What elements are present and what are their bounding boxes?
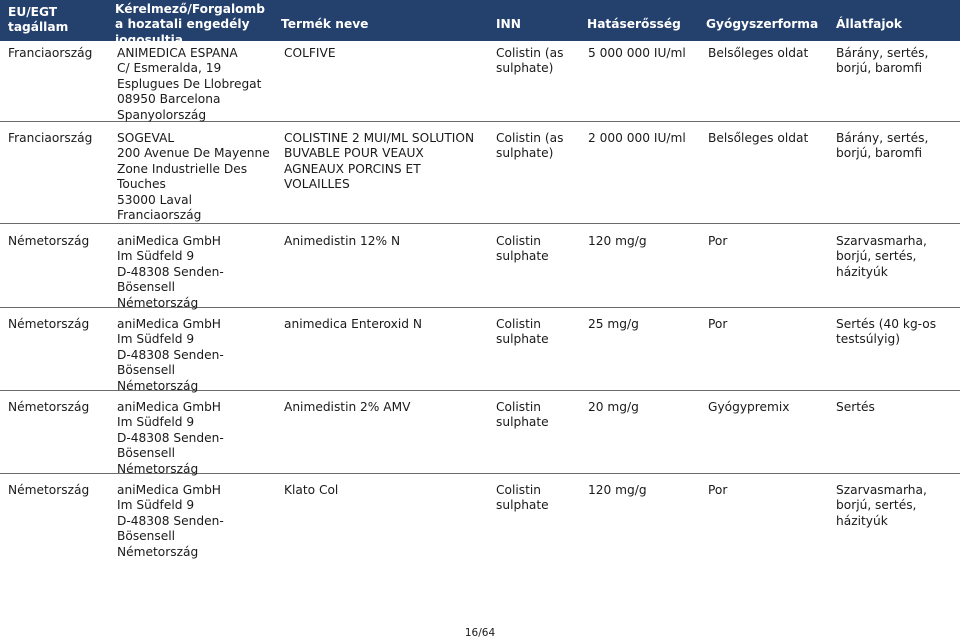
cell-product (284, 400, 489, 415)
cell-product (284, 234, 489, 249)
header-holder-line: jogosultja (115, 32, 183, 47)
cell-form (708, 46, 828, 61)
cell-country (8, 483, 108, 498)
cell-species-line: Sertés (836, 400, 875, 414)
cell-holder-line: Im Südfeld 9 (117, 498, 195, 513)
cell-species (836, 317, 958, 348)
cell-country (8, 131, 108, 146)
cell-inn-line: sulphate (496, 332, 549, 347)
cell-inn (496, 234, 580, 265)
header-form: Gyógyszerforma (706, 17, 819, 31)
cell-inn-line: Colistin (496, 483, 541, 497)
cell-holder-line: D-48308 Senden- (117, 430, 224, 445)
cell-country-value: Franciaország (8, 131, 93, 145)
cell-inn-line: sulphate (496, 415, 549, 430)
cell-product-line: COLISTINE 2 MUI/ML SOLUTION (284, 131, 475, 145)
header-species: Állatfajok (836, 17, 903, 31)
cell-species-line: borjú, baromfi (836, 146, 923, 161)
cell-strength-value: 120 mg/g (588, 234, 647, 248)
cell-form (708, 400, 828, 415)
cell-country-value: Németország (8, 234, 90, 248)
cell-form (708, 234, 828, 249)
cell-holder-line: SOGEVAL (117, 131, 175, 145)
cell-species (836, 400, 958, 415)
cell-strength (588, 483, 700, 498)
cell-species-line: Bárány, sertés, (836, 131, 929, 145)
cell-holder (117, 46, 277, 123)
header-country-line: EU/EGT (8, 5, 58, 19)
cell-holder-line: Im Südfeld 9 (117, 332, 195, 347)
cell-holder (117, 400, 277, 477)
cell-species (836, 131, 958, 162)
cell-holder-line: Németország (117, 461, 199, 476)
cell-holder-line: Zone Industrielle Des (117, 161, 248, 176)
cell-holder (117, 131, 277, 223)
cell-strength (588, 234, 700, 249)
cell-inn-line: Colistin (as (496, 46, 564, 60)
cell-species (836, 46, 958, 77)
page-number: 16/64 (464, 627, 496, 639)
cell-form (708, 131, 828, 146)
header-holder-line: a hozatali engedély (115, 17, 250, 32)
cell-country (8, 400, 108, 415)
cell-product-line: animedica Enteroxid N (284, 317, 422, 331)
cell-inn-line: Colistin (496, 317, 541, 331)
cell-species (836, 483, 958, 529)
cell-species-line: Sertés (40 kg-os (836, 317, 937, 331)
cell-holder-line: aniMedica GmbH (117, 317, 221, 331)
cell-holder-line: Bösensell (117, 280, 176, 295)
cell-strength (588, 400, 700, 415)
cell-form-value: Por (708, 483, 728, 497)
cell-product-line: AGNEAUX PORCINS ET (284, 161, 421, 176)
cell-holder-line: ANIMEDICA ESPANA (117, 46, 238, 60)
cell-holder-line: Esplugues De Llobregat (117, 76, 262, 91)
cell-form (708, 317, 828, 332)
cell-country-value: Franciaország (8, 46, 93, 60)
cell-product-line: Klato Col (284, 483, 339, 497)
cell-inn (496, 483, 580, 514)
cell-holder-line: Bösensell (117, 363, 176, 378)
cell-holder-line: Touches (117, 177, 166, 192)
cell-species-line: borjú, sertés, (836, 498, 917, 513)
cell-form-value: Belsőleges oldat (708, 46, 809, 60)
cell-species (836, 234, 958, 280)
cell-form-value: Por (708, 234, 728, 248)
cell-holder-line: aniMedica GmbH (117, 400, 221, 414)
cell-product (284, 483, 489, 498)
cell-species-line: házityúk (836, 513, 888, 528)
cell-inn (496, 46, 580, 77)
cell-species-line: testsúlyig) (836, 332, 900, 347)
cell-strength (588, 317, 700, 332)
cell-strength-value: 5 000 000 IU/ml (588, 46, 686, 60)
cell-product (284, 317, 489, 332)
cell-holder-line: 200 Avenue De Mayenne (117, 146, 270, 161)
cell-holder-line: Németország (117, 295, 199, 310)
cell-country (8, 46, 108, 61)
cell-form-value: Gyógypremix (708, 400, 790, 414)
cell-product-line: Animedistin 12% N (284, 234, 401, 248)
cell-strength-value: 20 mg/g (588, 400, 639, 414)
cell-inn-line: sulphate (496, 249, 549, 264)
cell-strength-value: 2 000 000 IU/ml (588, 131, 686, 145)
cell-holder-line: Im Südfeld 9 (117, 415, 195, 430)
cell-holder-line: 53000 Laval (117, 192, 192, 207)
cell-strength-value: 120 mg/g (588, 483, 647, 497)
cell-holder-line: Spanyolország (117, 107, 207, 122)
cell-product (284, 131, 489, 193)
cell-holder (117, 234, 277, 311)
cell-country-value: Németország (8, 317, 90, 331)
cell-inn-line: Colistin (as (496, 131, 564, 145)
cell-form (708, 483, 828, 498)
cell-product-line: Animedistin 2% AMV (284, 400, 411, 414)
cell-inn-line: Colistin (496, 234, 541, 248)
cell-strength (588, 46, 700, 61)
cell-inn (496, 400, 580, 431)
header-strength: Hatáserősség (587, 17, 681, 31)
cell-form-value: Por (708, 317, 728, 331)
cell-strength (588, 131, 700, 146)
header-country (8, 5, 68, 36)
cell-holder-line: Im Südfeld 9 (117, 249, 195, 264)
cell-holder-line: aniMedica GmbH (117, 483, 221, 497)
cell-holder-line: Bösensell (117, 529, 176, 544)
header-product: Termék neve (281, 17, 369, 31)
cell-holder-line: D-48308 Senden- (117, 264, 224, 279)
cell-inn-line: sulphate) (496, 146, 554, 161)
cell-inn (496, 317, 580, 348)
cell-holder-line: Bösensell (117, 446, 176, 461)
cell-inn (496, 131, 580, 162)
cell-holder (117, 317, 277, 394)
cell-inn-line: Colistin (496, 400, 541, 414)
cell-form-value: Belsőleges oldat (708, 131, 809, 145)
cell-species-line: Szarvasmarha, (836, 483, 927, 497)
header-country-line: tagállam (8, 20, 69, 35)
cell-holder-line: aniMedica GmbH (117, 234, 221, 248)
cell-holder-line: Franciaország (117, 208, 202, 223)
cell-species-line: borjú, sertés, (836, 249, 917, 264)
cell-species-line: Szarvasmarha, (836, 234, 927, 248)
cell-species-line: borjú, baromfi (836, 61, 923, 76)
cell-country (8, 317, 108, 332)
cell-product-line: COLFIVE (284, 46, 336, 60)
cell-product-line: VOLAILLES (284, 177, 350, 192)
cell-holder-line: D-48308 Senden- (117, 347, 224, 362)
table-header (0, 0, 960, 47)
cell-holder-line: Németország (117, 544, 199, 559)
cell-country-value: Németország (8, 483, 90, 497)
cell-product-line: BUVABLE POUR VEAUX (284, 146, 424, 161)
cell-product (284, 46, 489, 61)
cell-species-line: házityúk (836, 264, 888, 279)
header-holder-line: Kérelmező/Forgalomb (115, 2, 265, 16)
header-inn: INN (496, 17, 521, 31)
cell-holder (117, 483, 277, 560)
cell-inn-line: sulphate) (496, 61, 554, 76)
cell-country-value: Németország (8, 400, 90, 414)
header-holder (115, 2, 265, 48)
cell-holder-line: Németország (117, 378, 199, 393)
cell-strength-value: 25 mg/g (588, 317, 639, 331)
cell-holder-line: D-48308 Senden- (117, 513, 224, 528)
cell-species-line: Bárány, sertés, (836, 46, 929, 60)
cell-inn-line: sulphate (496, 498, 549, 513)
cell-holder-line: C/ Esmeralda, 19 (117, 61, 222, 76)
cell-holder-line: 08950 Barcelona (117, 92, 221, 107)
cell-country (8, 234, 108, 249)
